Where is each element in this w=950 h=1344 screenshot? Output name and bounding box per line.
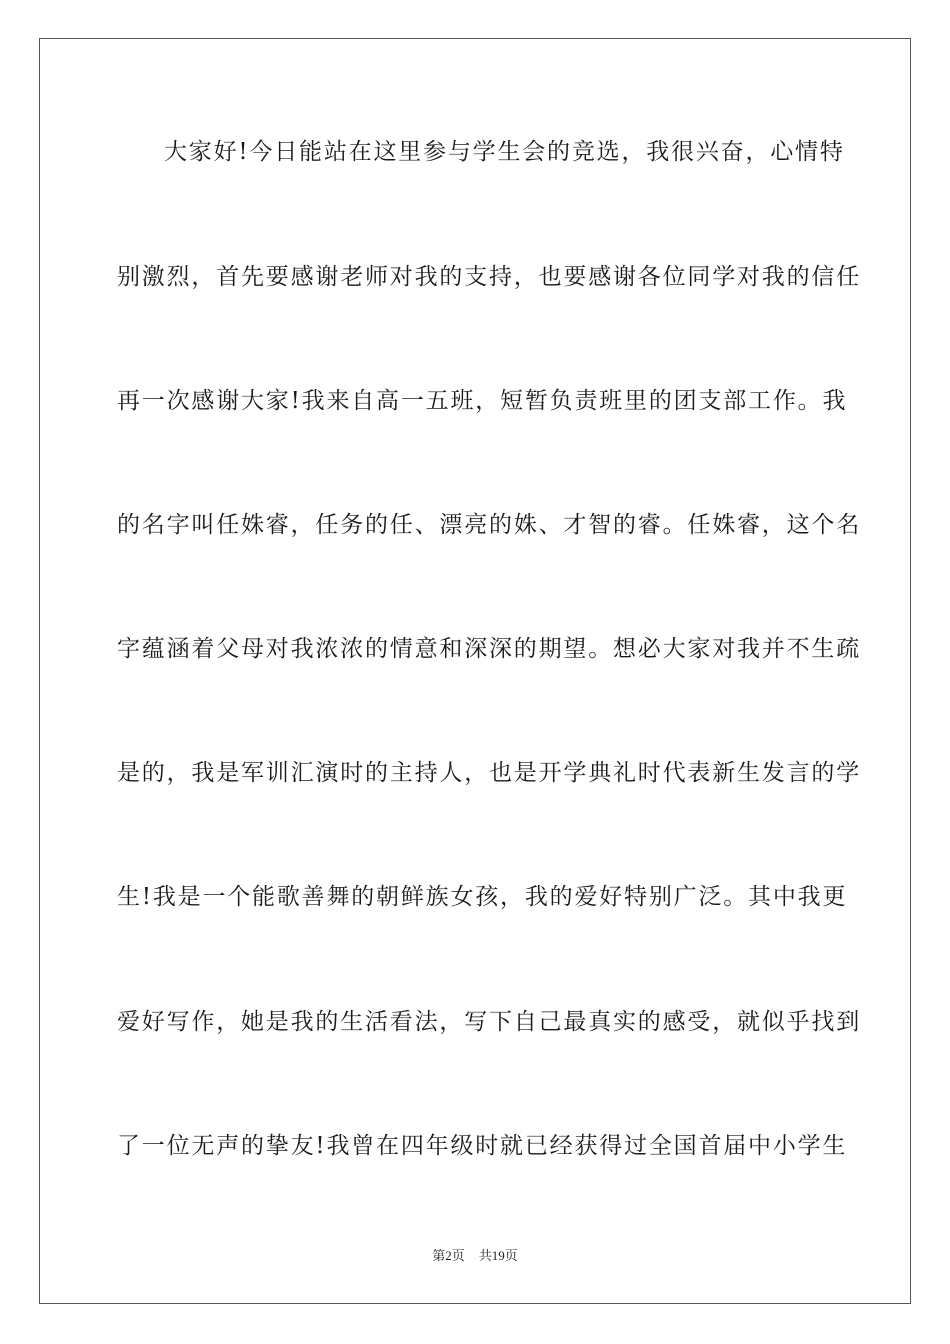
body-text-line: 了一位无声的挚友!我曾在四年级时就已经获得过全国首届中小学生 bbox=[117, 1133, 848, 1159]
body-text-line: 的名字叫任姝睿，任务的任、漂亮的姝、才智的睿。任姝睿，这个名 bbox=[117, 512, 861, 538]
body-text-line: 大家好!今日能站在这里参与学生会的竞选，我很兴奋，心情特 bbox=[164, 139, 845, 165]
page-number: 第2页 bbox=[432, 1248, 465, 1263]
page-total: 共19页 bbox=[478, 1248, 518, 1263]
body-text-line: 是的，我是军训汇演时的主持人，也是开学典礼时代表新生发言的学 bbox=[117, 760, 861, 786]
page-footer bbox=[0, 1247, 950, 1265]
body-text-line: 再一次感谢大家!我来自高一五班，短暂负责班里的团支部工作。我 bbox=[117, 388, 848, 414]
page-border bbox=[39, 38, 911, 1304]
body-text-line: 生!我是一个能歌善舞的朝鲜族女孩，我的爱好特别广泛。其中我更 bbox=[117, 884, 848, 910]
body-text-line: 爱好写作，她是我的生活看法，写下自己最真实的感受，就似乎找到 bbox=[117, 1009, 861, 1035]
body-text-line: 别激烈，首先要感谢老师对我的支持，也要感谢各位同学对我的信任 bbox=[117, 264, 861, 290]
body-text-line: 字蕴涵着父母对我浓浓的情意和深深的期望。想必大家对我并不生疏 bbox=[117, 636, 861, 662]
